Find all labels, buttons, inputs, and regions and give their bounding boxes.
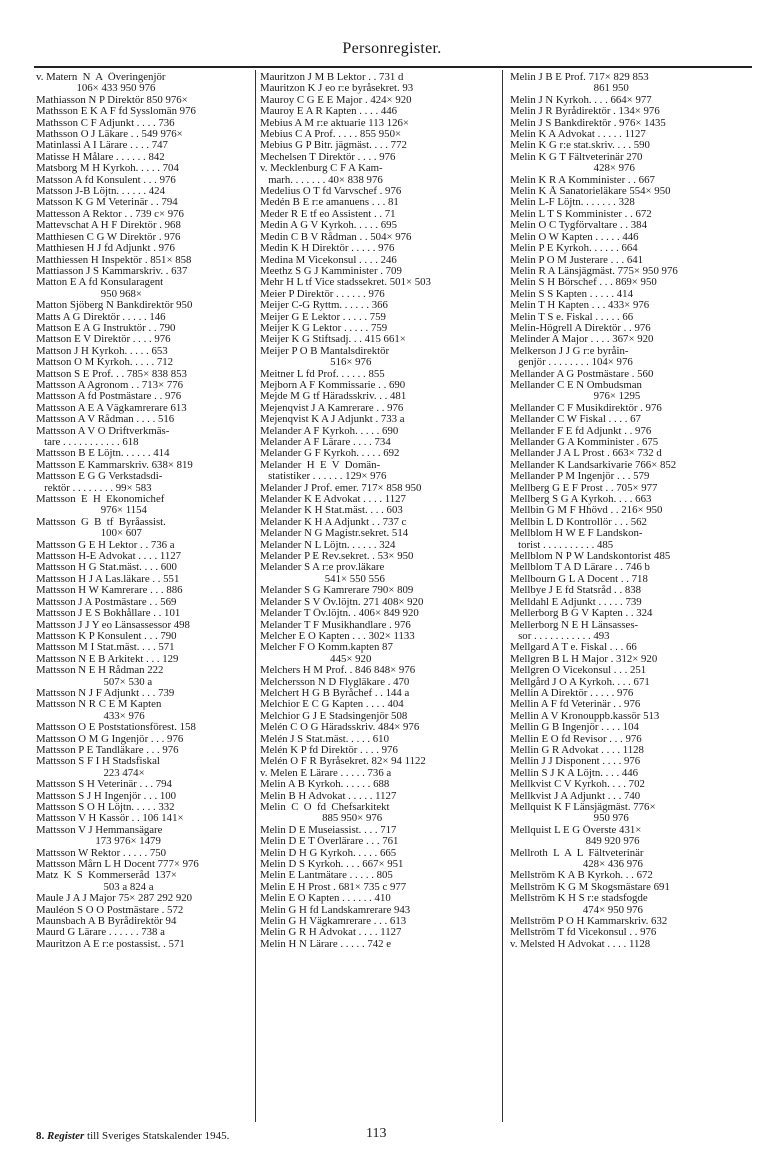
- register-entry: Mattsson A fd Postmästare . . 976: [36, 391, 182, 403]
- register-entry: Melin K G r:e stat.skriv. . . . 590: [510, 140, 650, 152]
- register-entry: Melkerson J J G r:e byråin-: [510, 345, 629, 357]
- register-entry: Mattsson S J H Ingenjör . . . 100: [36, 790, 177, 802]
- register-entry: Mellgård J O A Kyrkoh. . . . 671: [510, 676, 650, 688]
- register-entry: Melin B H Advokat . . . . . 1127: [260, 790, 397, 802]
- register-entry: Melin D E Museiassist. . . . 717: [260, 824, 397, 836]
- register-entry: Mellström T fd Vicekonsul . . 976: [510, 927, 657, 939]
- register-entry: Melin G R H Advokat . . . . 1127: [260, 927, 402, 939]
- register-entry: 428× 976: [510, 163, 635, 175]
- register-entry: Melander K H Stat.mäst. . . . 603: [260, 505, 403, 517]
- register-entry: Melander T Öv.löjtn. . 406× 849 920: [260, 608, 419, 620]
- register-entry: 976× 1295: [510, 391, 641, 403]
- register-entry: Mattsson J J Y eo Länsassessor 498: [36, 619, 190, 631]
- register-entry: Mellerborg B G V Kapten . . 324: [510, 608, 653, 620]
- register-entry: Melin J S Bankdirektör . 976× 1435: [510, 117, 666, 129]
- register-entry: Mattsson W Rektor . . . . . 750: [36, 847, 167, 859]
- register-entry: Mattesson A Rektor . . 739 c× 976: [36, 208, 184, 220]
- register-entry: Mattsson E H Ekonomichef: [36, 494, 165, 506]
- register-entry: Mattsson S F I H Stadsfiskal: [36, 756, 160, 768]
- register-column-1: [36, 72, 251, 950]
- header-rule: [34, 66, 752, 68]
- register-entry: Mellin A Direktör . . . . . 976: [510, 687, 634, 699]
- register-entry: Mellquist K F Länsjägmäst. 776×: [510, 802, 656, 813]
- register-entry: Mellander J A L Prost . 663× 732 d: [510, 448, 662, 460]
- register-entry: Mauroy C G E E Major . 424× 920: [260, 94, 412, 106]
- register-entry: Melin T H Kapten . . . 433× 976: [510, 300, 650, 312]
- register-entry: Melin D E T Överlärare . . . 761: [260, 836, 399, 848]
- register-entry: Mattsson A V Rådman . . . . 516: [36, 414, 175, 426]
- register-entry: Mellander F E fd Adjunkt . . 976: [510, 425, 652, 437]
- register-entry: 503 a 824 a: [36, 881, 154, 893]
- register-entry: Medén B E r:e amanuens . . . 81: [260, 197, 399, 209]
- register-entry: marh. . . . . . . 40× 838 976: [260, 174, 383, 186]
- register-entry: Mattsson A E A Vägkamrerare 613: [36, 402, 187, 414]
- register-entry: Melander S G Kamrerare 790× 809: [260, 585, 414, 597]
- register-entry: Mattsson J E S Bokhållare . . 101: [36, 608, 181, 620]
- register-entry: Mellin S J K A Löjtn. . . . 446: [510, 767, 639, 779]
- register-entry: Melin J R Byrådirektör . 134× 976: [510, 106, 660, 118]
- register-entry: Matisse H Målare . . . . . . 842: [36, 151, 165, 163]
- register-entry: Mellin J J Disponent . . . . 976: [510, 756, 641, 768]
- register-entry: v. Melsted H Advokat . . . . 1128: [510, 938, 651, 950]
- register-entry: Mebius C A Prof. . . . . 855 950×: [260, 129, 402, 141]
- register-entry: Melander K H A Adjunkt . . 737 c: [260, 516, 407, 528]
- register-entry: Mattsson E G G Verkstadsdi-: [36, 471, 163, 483]
- register-entry: Mellander C E N Ombudsman: [510, 379, 642, 391]
- register-entry: Melin K G T Fältveterinär 270: [510, 151, 643, 163]
- register-entry: Mejenqvist K A J Adjunkt . 733 a: [260, 414, 405, 426]
- column-divider: [502, 70, 503, 1122]
- register-entry: Melchert H G B Byråchef . . 144 a: [260, 687, 410, 699]
- register-entry: Melin-Högrell A Direktör . . 976: [510, 322, 651, 334]
- register-entry: Matz K S Kommerseråd 137×: [36, 870, 178, 882]
- register-entry: Mellkvist C V Kyrkoh. . . . 702: [510, 779, 645, 791]
- register-entry: Mattsson Mårn L H Docent 777× 976: [36, 859, 199, 871]
- register-entry: 433× 976: [36, 710, 145, 722]
- register-entry: Mattsson N E B Arkitekt . . . 129: [36, 653, 179, 665]
- register-entry: Melin J N Kyrkoh. . . . 664× 977: [510, 94, 652, 106]
- register-entry: genjör . . . . . . . . 104× 976: [510, 357, 633, 369]
- register-entry: Melin J B E Prof. 717× 829 853: [510, 72, 649, 83]
- register-entry: Melin K Å Sanatorieläkare 554× 950: [510, 186, 671, 198]
- register-entry: Mattsson G E H Lektor . . 736 a: [36, 539, 175, 551]
- register-entry: Mattevschat A H F Direktör . 968: [36, 220, 181, 232]
- register-entry: 976× 1154: [36, 505, 147, 517]
- register-entry: Melander A F Kyrkoh. . . . . 690: [260, 425, 399, 437]
- register-entry: Medina M Vicekonsul . . . . 246: [260, 254, 397, 266]
- register-entry: Mattsson H-E Advokat . . . . 1127: [36, 551, 182, 563]
- register-entry: Mattson E A G Instruktör . . 790: [36, 322, 176, 334]
- register-entry: Mellblom H W E F Landskon-: [510, 528, 643, 540]
- register-entry: Medin C B V Rådman . . 504× 976: [260, 231, 412, 243]
- register-entry: Melin A B Kyrkoh. . . . . . 688: [260, 779, 390, 791]
- register-entry: Melin C O fd Chefsarkitekt: [260, 802, 390, 813]
- register-entry: Melander S V Öv.löjtn. 271 408× 920: [260, 596, 424, 608]
- register-entry: Matthiessen H Inspektör . 851× 858: [36, 254, 192, 266]
- register-entry: Melin D S Kyrkoh. . . . 667× 951: [260, 859, 404, 871]
- register-entry: Medin K H Direktör . . . . . 976: [260, 243, 395, 255]
- footer-register-word: Register: [47, 1130, 85, 1142]
- register-entry: Mellquist L E G Överste 431×: [510, 824, 642, 836]
- register-entry: Meitner L fd Prof. . . . . . 855: [260, 368, 385, 380]
- register-entry: Mellin E O fd Revisor . . . 976: [510, 733, 642, 745]
- register-entry: Mellgren O Vicekonsul . . . 251: [510, 665, 647, 677]
- register-entry: Melén J S Stat.mäst. . . . . 610: [260, 733, 389, 745]
- register-entry: 100× 607: [36, 528, 142, 540]
- register-entry: Mathsson C F Adjunkt . . . . 736: [36, 117, 175, 129]
- register-entry: Melin T S e. Fiskal . . . . . 66: [510, 311, 634, 323]
- register-entry: Melin G H fd Landskamrerare 943: [260, 904, 411, 916]
- register-entry: Mauroy E A R Kapten . . . . 446: [260, 106, 398, 118]
- register-entry: Mattsson B E Löjtn. . . . . . 414: [36, 448, 170, 460]
- register-entry: Melin S S Kapten . . . . . 414: [510, 288, 633, 300]
- register-entry: Mattsson S O H Löjtn. . . . . 332: [36, 802, 175, 813]
- register-entry: Mellström P O H Kammarskriv. 632: [510, 916, 668, 928]
- register-entry: Mathsson O J Läkare . . 549 976×: [36, 129, 183, 141]
- register-entry: 950 968×: [36, 288, 142, 300]
- register-entry: 507× 530 a: [36, 676, 153, 688]
- register-column-2: [260, 72, 495, 950]
- register-entry: Mellström K A B Kyrkoh. . . 672: [510, 870, 653, 882]
- register-entry: Meijer G E Lektor . . . . . 759: [260, 311, 386, 323]
- register-entry: Mellkvist J A Adjunkt . . . 740: [510, 790, 641, 802]
- register-entry: Mellander P M Ingenjör . . . 579: [510, 471, 650, 483]
- register-entry: Meijer K G Lektor . . . . . 759: [260, 322, 388, 334]
- register-entry: Melin E H Prost . 681× 735 c 977: [260, 881, 407, 893]
- register-entry: Melin L-F Löjtn. . . . . . . 328: [510, 197, 635, 209]
- register-entry: rektör . . . . . . . . 99× 583: [36, 482, 152, 494]
- register-entry: Mechelsen T Direktör . . . . 976: [260, 151, 396, 163]
- register-entry: Meijer C-G Ryttm. . . . . . 366: [260, 300, 388, 312]
- register-entry: Melchers H M Prof. . 846 848× 976: [260, 665, 416, 677]
- register-entry: Mellström K G M Skogsmästare 691: [510, 881, 670, 893]
- register-entry: Melinder A Major . . . . 367× 920: [510, 334, 654, 346]
- register-entry: Melchersson N D Flygläkare . 470: [260, 676, 410, 688]
- register-entry: Mellin G R Advokat . . . . 1128: [510, 744, 644, 756]
- register-entry: Melin H N Lärare . . . . . 742 e: [260, 938, 392, 950]
- register-entry: Melander K E Advokat . . . . 1127: [260, 494, 406, 506]
- register-entry: 474× 950 976: [510, 904, 643, 916]
- register-entry: Mellbin G M F Hhövd . . 216× 950: [510, 505, 663, 517]
- register-entry: 885 950× 976: [260, 813, 383, 825]
- register-entry: 861 950: [510, 83, 629, 95]
- register-entry: Mellberg S G A Kyrkoh. . . . 663: [510, 494, 652, 506]
- register-entry: Matsson J-B Löjtn. . . . . . 424: [36, 186, 165, 198]
- register-entry: Mellin A V Kronouppb.kassör 513: [510, 710, 660, 722]
- register-entry: Mellbourn G L A Docent . . 718: [510, 573, 648, 585]
- register-entry: Melchior G J E Stadsingenjör 508: [260, 710, 408, 722]
- register-entry: Mellander C F Musikdirektör . 976: [510, 402, 662, 414]
- register-entry: Melin S H Börschef . . . 869× 950: [510, 277, 657, 289]
- register-entry: Mattson S E Prof. . . 785× 838 853: [36, 368, 187, 380]
- register-entry: 950 976: [510, 813, 629, 825]
- register-entry: Melldahl E Adjunkt . . . . . 739: [510, 596, 642, 608]
- register-entry: Melcher F O Komm.kapten 87: [260, 642, 393, 654]
- register-entry: Melander J Prof. emer. 717× 858 950: [260, 482, 422, 494]
- register-entry: Mattsson V H Kassör . . 106 141×: [36, 813, 184, 825]
- register-entry: Mauritzon A E r:e postassist. . 571: [36, 938, 185, 950]
- register-entry: Melin K A Advokat . . . . . 1127: [510, 129, 646, 141]
- register-entry: Melin O W Kapten . . . . . 446: [510, 231, 639, 243]
- register-entry: Mellroth L A L Fältveterinär: [510, 847, 644, 859]
- register-entry: Mathiasson N P Direktör 850 976×: [36, 94, 188, 106]
- register-column-3: [510, 72, 752, 950]
- register-entry: Mejborn A F Kommissarie . . 690: [260, 379, 406, 391]
- register-entry: Mathsson E K A F fd Sysslomän 976: [36, 106, 196, 118]
- register-entry: 106× 433 950 976: [36, 83, 156, 95]
- register-entry: Matsborg M H Kyrkoh. . . . . 704: [36, 163, 179, 175]
- register-entry: Mattsson A V O Driftverkmäs-: [36, 425, 170, 437]
- register-entry: Mauritzon J M B Lektor . . 731 d: [260, 72, 404, 83]
- register-entry: Matthiesen C G W Direktör . 976: [36, 231, 181, 243]
- register-entry: Matinlassi A I Lärare . . . . 747: [36, 140, 168, 152]
- register-entry: Mellblom T A D Lärare . . 746 b: [510, 562, 650, 574]
- register-entry: Mattson O M Kyrkoh. . . . . 712: [36, 357, 174, 369]
- register-entry: Melin E Lantmätare . . . . . 805: [260, 870, 393, 882]
- register-entry: 541× 550 556: [260, 573, 385, 585]
- register-entry: Mattsson E Kammarskriv. 638× 819: [36, 459, 193, 471]
- register-entry: Mehr H L tf Vice stadssekret. 501× 503: [260, 277, 431, 289]
- register-entry: Mellgren B L H Major . 312× 920: [510, 653, 658, 665]
- page-title: Personregister.: [342, 40, 442, 57]
- register-entry: torist . . . . . . . . . . 485: [510, 539, 614, 551]
- register-entry: Melander A F Lärare . . . . 734: [260, 437, 391, 448]
- register-entry: Melin O C Tygförvaltare . . 384: [510, 220, 647, 232]
- register-entry: Maule J A J Major 75× 287 292 920: [36, 893, 193, 905]
- register-entry: Meethz S G J Kamminister . 709: [260, 265, 402, 277]
- register-entry: 223 474×: [36, 767, 145, 779]
- register-entry: Melander T F Musikhandlare . 976: [260, 619, 411, 631]
- register-entry: Mattson E V Direktör . . . . 976: [36, 334, 171, 346]
- register-entry: Mattiasson J S Kammarskriv. . 637: [36, 265, 188, 277]
- footer-text: till Sveriges Statskalender 1945.: [87, 1130, 230, 1142]
- register-entry: Melén K P fd Direktör . . . . 976: [260, 744, 398, 756]
- register-entry: Mattsson H G Stat.mäst. . . . 600: [36, 562, 177, 574]
- register-entry: Melin E O Kapten . . . . . . 410: [260, 893, 391, 905]
- register-entry: Mellberg G E F Prost . . 705× 977: [510, 482, 658, 494]
- register-entry: tare . . . . . . . . . . . 618: [36, 437, 139, 448]
- register-entry: Matsson A fd Konsulent . . . 976: [36, 174, 176, 186]
- register-entry: Mellbye J E fd Statsråd . . 838: [510, 585, 642, 597]
- register-entry: Mellander K Landsarkivarie 766× 852: [510, 459, 677, 471]
- register-entry: Mattsson J A Postmästare . . 569: [36, 596, 177, 608]
- register-entry: 428× 436 976: [510, 859, 643, 871]
- register-entry: Mellgard A T e. Fiskal . . . 66: [510, 642, 637, 654]
- register-entry: Melander N G Magistr.sekret. 514: [260, 528, 409, 540]
- register-entry: Mellander C W Fiskal . . . . 67: [510, 414, 641, 426]
- register-entry: Melin G H Vägkamrerare . . . 613: [260, 916, 407, 928]
- register-entry: Mebius A M r:e aktuarie 113 126×: [260, 117, 410, 129]
- register-entry: Mattsson O M G Ingenjör . . . 976: [36, 733, 184, 745]
- register-entry: Mellander G A Komminister . 675: [510, 437, 659, 448]
- register-entry: Mejde M G tf Häradsskriv. . . 481: [260, 391, 407, 403]
- register-entry: Matton Sjöberg N Bankdirektör 950: [36, 300, 193, 312]
- register-entry: Mattsson N J F Adjunkt . . . 739: [36, 687, 175, 699]
- register-entry: Melén C O G Häradsskriv. 484× 976: [260, 722, 420, 734]
- register-entry: Melcher E O Kapten . . . 302× 1133: [260, 630, 415, 642]
- register-entry: Melander G F Kyrkoh. . . . . 692: [260, 448, 400, 460]
- register-entry: Mellander A G Postmästare . 560: [510, 368, 654, 380]
- register-entry: Mattsson N E H Rådman 222: [36, 665, 164, 677]
- register-entry: Mattsson K P Konsulent . . . 790: [36, 630, 177, 642]
- register-entry: Melander N L Löjtn. . . . . . 324: [260, 539, 396, 551]
- register-entry: Matts A G Direktör . . . . . 146: [36, 311, 166, 323]
- column-divider: [255, 70, 256, 1122]
- register-entry: Mattsson O E Poststationsförest. 158: [36, 722, 196, 734]
- register-entry: Mebius G P Bitr. jägmäst. . . . 772: [260, 140, 407, 152]
- register-entry: Mellström K H S r:e stadsfogde: [510, 893, 648, 905]
- register-entry: Maunsbach A B Byrådirektör 94: [36, 916, 177, 928]
- register-entry: Mellbin L D Kontrollör . . . 562: [510, 516, 647, 528]
- register-entry: Mellerborg N E H Länsasses-: [510, 619, 639, 631]
- register-entry: Maurd G Lärare . . . . . . 738 a: [36, 927, 165, 939]
- register-entry: Meier P Direktör . . . . . . 976: [260, 288, 385, 300]
- register-entry: sor . . . . . . . . . . . 493: [510, 630, 610, 642]
- register-entry: statistiker . . . . . . 129× 976: [260, 471, 387, 483]
- register-entry: Mauritzon K J eo r:e byråsekret. 93: [260, 83, 414, 95]
- register-entry: Meijer K G Stiftsadj. . . 415 661×: [260, 334, 406, 346]
- register-entry: v. Mecklenburg C F A Kam-: [260, 163, 383, 175]
- page-number: 113: [366, 1126, 387, 1141]
- register-entry: Melander P E Rev.sekret. . 53× 950: [260, 551, 414, 563]
- register-entry: Mattson J H Kyrkoh. . . . . 653: [36, 345, 168, 357]
- register-entry: 849 920 976: [510, 836, 640, 848]
- register-entry: Mattsson G B tf Byråassist.: [36, 516, 166, 528]
- register-entry: Melander H E V Domän-: [260, 459, 381, 471]
- register-entry: 516× 976: [260, 357, 372, 369]
- register-entry: Mauléon S O O Postmästare . 572: [36, 904, 184, 916]
- footer-number: 8.: [36, 1130, 45, 1142]
- page-footer: [36, 1126, 756, 1142]
- register-entry: Mejenqvist J A Kamrerare . . 976: [260, 402, 404, 414]
- register-entry: v. Melen E Lärare . . . . . 736 a: [260, 767, 392, 779]
- register-entry: Melin K R A Komminister . . 667: [510, 174, 655, 186]
- register-entry: Melin D H G Kyrkoh. . . . . 665: [260, 847, 397, 859]
- register-entry: Matthiesen H J fd Adjunkt . 976: [36, 243, 175, 255]
- register-entry: Mattsson S H Veterinär . . . 794: [36, 779, 172, 791]
- register-entry: Mattsson H J A Las.läkare . . 551: [36, 573, 180, 585]
- register-entry: Melin P O M Justerare . . . 641: [510, 254, 644, 266]
- register-entry: Mattsson M I Stat.mäst. . . . 571: [36, 642, 175, 654]
- register-entry: Mellin G B Ingenjör . . . . 104: [510, 722, 639, 734]
- register-entry: Melander S A r:e prov.läkare: [260, 562, 385, 574]
- register-entry: Mattsson A Agronom . . 713× 776: [36, 379, 184, 391]
- register-entry: 173 976× 1479: [36, 836, 161, 848]
- register-entry: Medin A G V Kyrkoh. . . . . 695: [260, 220, 397, 232]
- register-entry: Medelius O T fd Varvschef . 976: [260, 186, 402, 198]
- register-entry: Melin L T S Komminister . . 672: [510, 208, 652, 220]
- register-entry: Matsson K G M Veterinär . . 794: [36, 197, 178, 209]
- register-entry: 445× 920: [260, 653, 372, 665]
- register-entry: Melin P E Kyrkoh. . . . . . 664: [510, 243, 638, 255]
- register-entry: Mellin A F fd Veterinär . . 976: [510, 699, 641, 711]
- register-entry: Mattsson H W Kamrerare . . . 886: [36, 585, 183, 597]
- register-entry: Melchior E C G Kapten . . . . 404: [260, 699, 404, 711]
- register-entry: Meder R E tf eo Assistent . . 71: [260, 208, 396, 220]
- register-entry: Melin R A Länsjägmäst. 775× 950 976: [510, 265, 678, 277]
- register-entry: Melén O F R Byråsekret. 82× 94 1122: [260, 756, 426, 768]
- register-entry: Matton E A fd Konsularagent: [36, 277, 164, 289]
- register-entry: Meijer P O B Mantalsdirektör: [260, 345, 390, 357]
- register-entry: Mattsson P E Tandläkare . . . 976: [36, 744, 179, 756]
- register-entry: Mellblom N P W Landskontorist 485: [510, 551, 671, 563]
- register-entry: v. Matern N A Överingenjör: [36, 72, 166, 83]
- register-entry: Mattsson N R C E M Kapten: [36, 699, 162, 711]
- register-entry: Mattsson V J Hemmansägare: [36, 824, 163, 836]
